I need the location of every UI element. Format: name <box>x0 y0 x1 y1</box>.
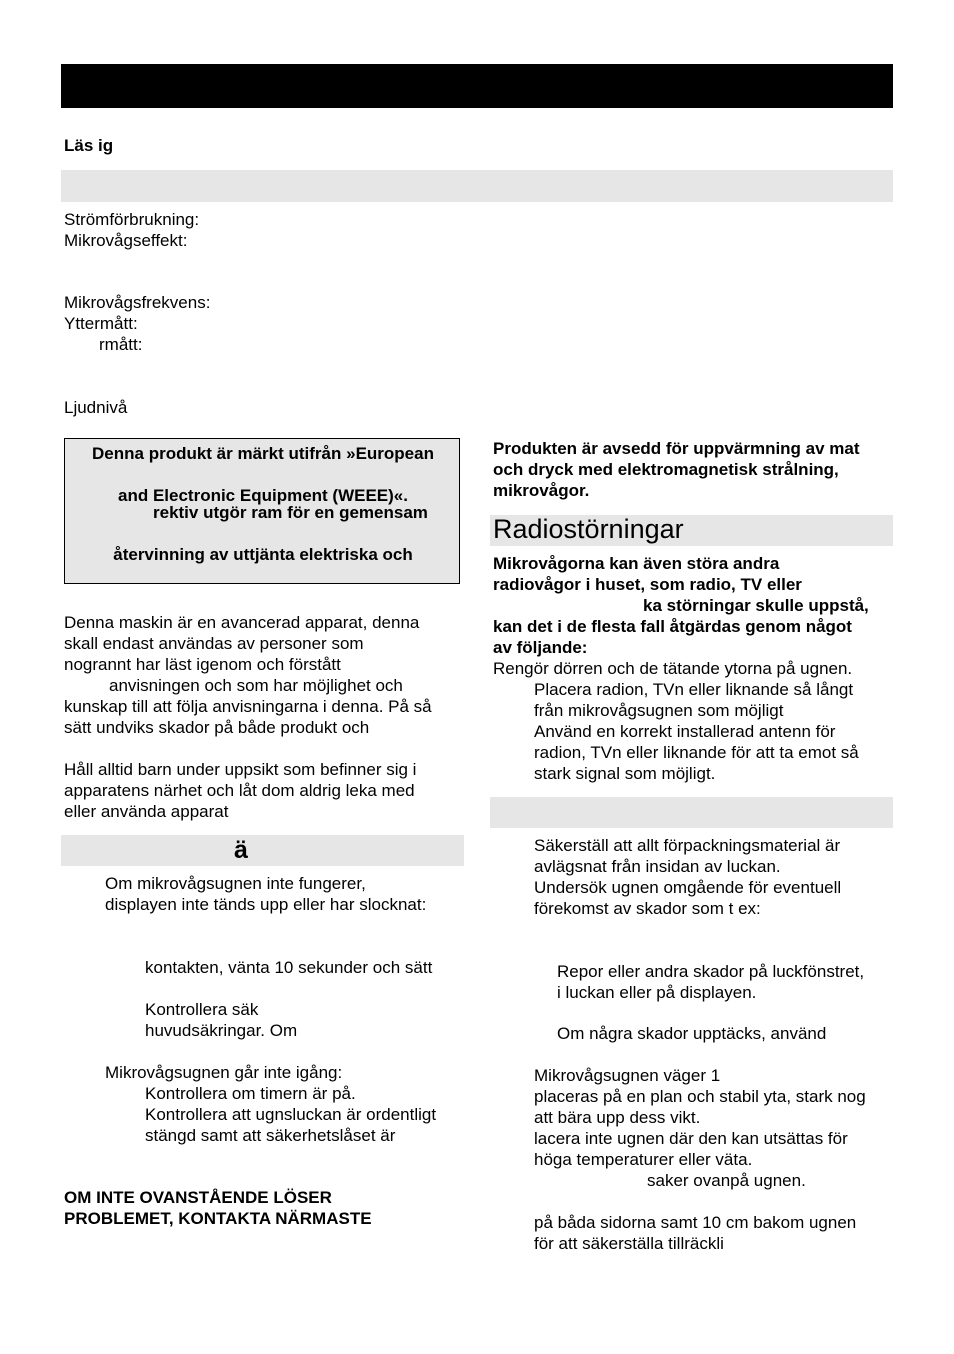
install-weight-line: Mikrovågsugnen väger 1 <box>534 1066 721 1085</box>
trouble-step-fuse: Kontrollera säk <box>145 1000 259 1019</box>
trouble-step-fuse: huvudsäkringar. Om <box>145 1021 298 1040</box>
spec-noise-level: Ljudnivå <box>64 398 128 417</box>
trouble-step-unplug: kontakten, vänta 10 sekunder och sätt <box>145 958 433 977</box>
weee-line: Denna produkt är märkt utifrån »European <box>92 444 434 463</box>
intro-paragraph-line: nogrannt har läst igenom och förstått <box>64 655 341 674</box>
spec-power-consumption: Strömförbrukning: <box>64 210 200 229</box>
trouble-no-start: Mikrovågsugnen går inte igång: <box>105 1063 343 1082</box>
install-weight-line: att bära upp dess vikt. <box>534 1108 701 1127</box>
install-heat-line: höga temperaturer eller väta. <box>534 1150 753 1169</box>
radio-place-line: från mikrovågsugnen som möjligt <box>534 701 784 720</box>
weee-notice-box <box>64 438 460 584</box>
trouble-text-line: displayen inte tänds upp eller har slocknat: <box>105 895 427 914</box>
install-weight-line: placeras på en plan och stabil yta, stark nog <box>534 1087 866 1106</box>
install-packing-line: avlägsnat från insidan av luckan. <box>534 857 781 876</box>
children-warning-line: apparatens närhet och låt dom aldrig leka med <box>64 781 415 800</box>
radio-antenna-line: stark signal som möjligt. <box>534 764 716 783</box>
trouble-check-door: stängd samt att säkerhetslåset är <box>145 1126 396 1145</box>
radio-bold-line: av följande: <box>493 638 588 657</box>
install-inspect-line: förekomst av skador som t ex: <box>534 899 761 918</box>
radio-heading: Radiostörningar <box>493 514 684 544</box>
intro-paragraph-line: skall endast användas av personer som <box>64 634 364 653</box>
install-packing-line: Säkerställ att allt förpackningsmaterial är <box>534 836 841 855</box>
install-objects: saker ovanpå ugnen. <box>647 1171 806 1190</box>
install-heat-line: lacera inte ugnen där den kan utsättas för <box>534 1129 848 1148</box>
install-inspect-line: Undersök ugnen omgående för eventuell <box>534 878 842 897</box>
radio-antenna-line: radion, TVn eller liknande för att ta emot så <box>534 743 859 762</box>
install-clearance-line: för att säkerställa tillräckli <box>534 1234 724 1253</box>
install-damage: Om några skador upptäcks, använd <box>557 1024 827 1043</box>
trouble-text-line: Om mikrovågsugnen inte fungerer, <box>105 874 366 893</box>
spec-microwave-frequency: Mikrovågsfrekvens: <box>64 293 211 312</box>
trouble-contact-line: OM INTE OVANSTÅENDE LÖSER <box>64 1188 332 1207</box>
children-warning-line: eller använda apparat <box>64 802 229 821</box>
weee-line: rektiv utgör ram för en gemensam <box>153 503 428 522</box>
troubleshooting-heading: ä <box>234 836 248 864</box>
intro-paragraph-line: Denna maskin är en avancerad apparat, denna <box>64 613 420 632</box>
radio-place-line: Placera radion, TVn eller liknande så långt <box>534 680 854 699</box>
radio-bold-line: Mikrovågorna kan även störa andra <box>493 554 780 573</box>
title-bar <box>61 64 893 108</box>
radio-clean: Rengör dörren och de tätande ytorna på ugnen. <box>493 659 853 678</box>
spec-inner-dimensions: rmått: <box>99 335 143 354</box>
intro-paragraph-line: sätt undviks skador på både produkt och <box>64 718 370 737</box>
weee-line: and Electronic Equipment (WEEE)«. <box>118 486 408 505</box>
spec-outer-dimensions: Yttermått: <box>64 314 138 333</box>
radio-antenna-line: Använd en korrekt installerad antenn för <box>534 722 836 741</box>
children-warning-line: Håll alltid barn under uppsikt som befinner sig i <box>64 760 417 779</box>
trouble-check-door: Kontrollera att ugnsluckan är ordentligt <box>145 1105 437 1124</box>
installation-heading-bar <box>490 797 893 828</box>
trouble-check-timer: Kontrollera om timern är på. <box>145 1084 356 1103</box>
spec-microwave-power: Mikrovågseffekt: <box>64 231 188 250</box>
install-clearance-line: på båda sidorna samt 10 cm bakom ugnen <box>534 1213 857 1232</box>
trouble-contact-line: PROBLEMET, KONTAKTA NÄRMASTE <box>64 1209 372 1228</box>
install-scratch-line: Repor eller andra skador på luckfönstret, <box>557 962 865 981</box>
usage-line: mikrovågor. <box>493 481 590 500</box>
intro-text: Läs ig <box>64 136 114 155</box>
spec-section-bar <box>61 170 893 202</box>
troubleshooting-heading-bar <box>61 835 464 866</box>
usage-line: och dryck med elektromagnetisk strålning, <box>493 460 839 479</box>
intro-paragraph-line: kunskap till att följa anvisningarna i denna. På så <box>64 697 432 716</box>
intro-paragraph-line: anvisningen och som har möjlighet och <box>109 676 403 695</box>
radio-bold-line: kan det i de flesta fall åtgärdas genom något <box>493 617 852 636</box>
radio-bold-line: ka störningar skulle uppstå, <box>643 596 869 615</box>
radio-bold-line: radiovågor i huset, som radio, TV eller <box>493 575 802 594</box>
usage-line: Produkten är avsedd för uppvärmning av mat <box>493 439 860 458</box>
weee-line: återvinning av uttjänta elektriska och <box>113 545 413 564</box>
install-scratch-line: i luckan eller på displayen. <box>557 983 757 1002</box>
